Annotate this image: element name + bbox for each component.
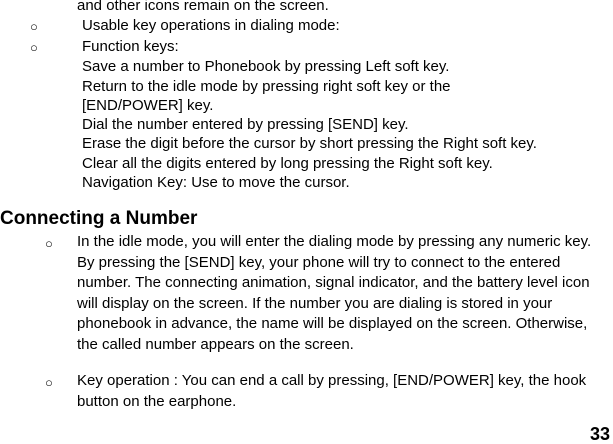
function-key-line: Erase the digit before the cursor by short pressing the Right soft key.	[82, 135, 537, 152]
function-key-line: Clear all the digits entered by long pressing the Right soft key.	[82, 155, 493, 172]
usable-keys-label: Usable key operations in dialing mode:	[82, 17, 340, 34]
function-key-line: Save a number to Phonebook by pressing Left soft key.	[82, 58, 450, 75]
function-key-line: [END/POWER] key.	[82, 97, 214, 114]
bullet-marker: ○	[45, 375, 53, 390]
intro-line: and other icons remain on the screen.	[77, 0, 329, 14]
page-number: 33	[589, 424, 610, 444]
connecting-paragraph: In the idle mode, you will enter the dialing mode by pressing any numeric key. By pressing the [SEND] key, your phone will try to connect to the entered number. The connecting animation, signal indicator, and the battery level icon will display on the screen. If the number you are dialing is stored in your phonebook in advance, the name will be displayed on the screen. Otherwise, the called number appears on the screen.	[77, 233, 592, 353]
section-heading: Connecting a Number	[0, 208, 198, 229]
key-operation-paragraph: Key operation : You can end a call by pressing, [END/POWER] key, the hook button on the earphone.	[77, 372, 587, 410]
bullet-marker: ○	[45, 236, 53, 251]
bullet-marker: ○	[30, 19, 38, 34]
function-key-line: Dial the number entered by pressing [SEND] key.	[82, 116, 409, 133]
bullet-marker: ○	[30, 40, 38, 55]
function-key-line: Navigation Key: Use to move the cursor.	[82, 174, 350, 191]
function-key-line: Return to the idle mode by pressing right soft key or the	[82, 78, 451, 95]
function-keys-label: Function keys:	[82, 38, 179, 55]
